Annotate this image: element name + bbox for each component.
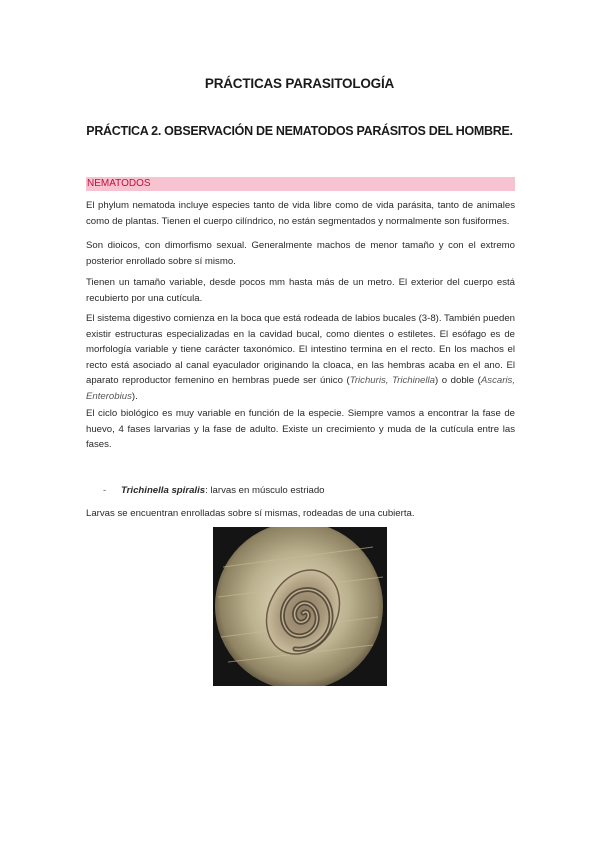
- paragraph-size: [86, 275, 515, 306]
- practice-subtitle: PRÁCTICA 2. OBSERVACIÓN DE NEMATODOS PARÁSITOS DEL HOMBRE.: [86, 124, 513, 138]
- bullet-marker: -: [103, 485, 107, 496]
- image-caption: Larvas se encuentran enrolladas sobre sí mismas, rodeadas de una cubierta.: [86, 508, 415, 519]
- section-header-bar: [86, 177, 515, 191]
- paragraph-sex: [86, 238, 515, 269]
- paragraph-text: El phylum nematoda incluye especies tanto de vida libre como de vida parásita, tanto de animales como de plantas. Tienen el cuerpo cilíndrico, no están segmentados y normalmente son fusiformes.: [86, 200, 515, 227]
- bullet-text: : larvas en músculo estriado: [205, 485, 325, 496]
- paragraph-text: Tienen un tamaño variable, desde pocos mm hasta más de un metro. El exterior del cuerpo está recubierto por una cutícula.: [86, 277, 515, 304]
- section-header-label: NEMATODOS: [87, 178, 151, 189]
- paragraph-intro: [86, 198, 515, 229]
- microscope-photo: [213, 527, 387, 686]
- paragraph-text: [86, 311, 515, 405]
- species-emphasis: Ascaris, Enterobius: [86, 375, 516, 402]
- paragraph-digestive: [86, 311, 515, 405]
- bullet-item-trichinella: [103, 484, 325, 498]
- species-emphasis: Trichuris, Trichinella: [349, 375, 435, 387]
- paragraph-text: Son dioicos, con dimorfismo sexual. Generalmente machos de menor tamaño y con el extremo posterior enrollado sobre sí mismo.: [86, 240, 515, 267]
- species-name: Trichinella spiralis: [121, 485, 206, 496]
- trichinella-larva-image: [213, 527, 387, 686]
- paragraph-text-part: ).: [131, 390, 138, 402]
- paragraph-text: El ciclo biológico es muy variable en función de la especie. Siempre vamos a encontrar la fase de huevo, 4 fases larvarias y la fase de adulto. Existe un crecimiento y muda de la cutícula entre las fases.: [86, 408, 515, 451]
- document-title: PRÁCTICAS PARASITOLOGÍA: [204, 76, 395, 91]
- paragraph-text-part: ) o doble (: [435, 375, 481, 387]
- paragraph-text-part: El sistema digestivo comienza en la boca que está rodeada de labios bucales (3-8). También pueden existir estructuras especializadas en la cavidad bucal, como dientes o estiletes. El esófago es de morfología variable y tiene carácter taxonómico. El intestino termina en el recto. En los machos el recto está asociado al canal eyaculador originando la cloaca, en las hembras acaba en el ano. El aparato reproductor femenino en hembras puede ser único (: [86, 313, 515, 387]
- paragraph-lifecycle: [86, 406, 515, 453]
